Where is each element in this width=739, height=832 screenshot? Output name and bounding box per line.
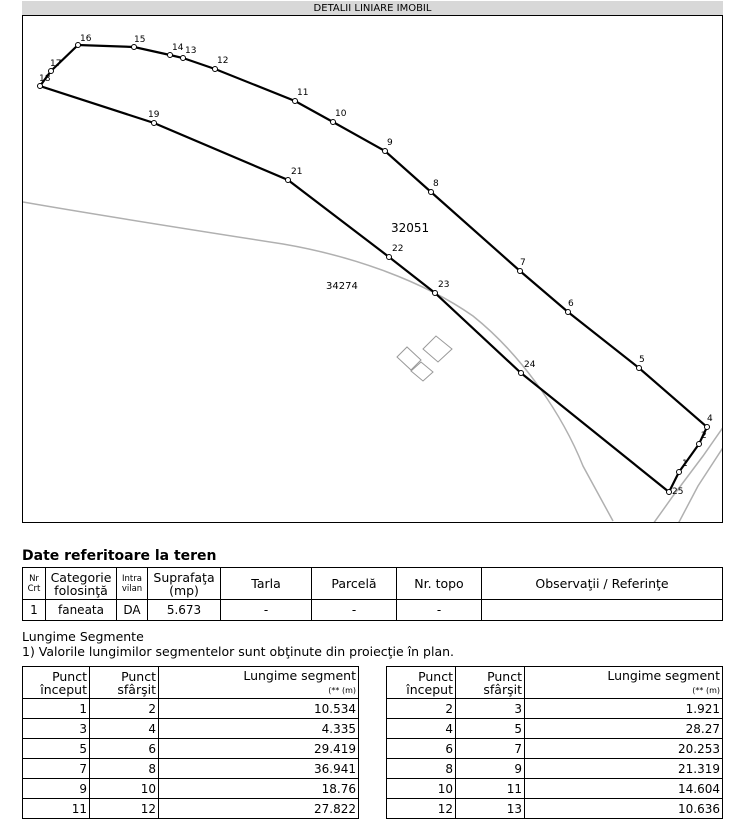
vertex-label: 13 [185,46,197,56]
vertex-label: 4 [707,414,713,424]
cell-intravilan: DA [117,600,148,621]
segment-cell-length: 1.921 [525,699,723,719]
segment-table-left [22,666,359,819]
segment-row [387,719,723,739]
vertex-marker [286,178,291,183]
header-punct-inceput: Punct început [23,667,90,699]
segment-row [387,699,723,719]
header-nr-crt: Nr Crt [23,568,46,600]
header-tarla: Tarla [221,568,312,600]
parcel-boundary [40,45,707,492]
vertex-label: 23 [438,280,450,290]
vertex-label: 11 [297,88,309,98]
vertex-label: 2 [701,431,707,441]
vertex-marker [293,99,298,104]
vertex-marker [387,255,392,260]
segment-cell-length: 10.534 [159,699,359,719]
vertex-marker [667,490,672,495]
vertex-label: 15 [134,35,146,45]
segment-row [387,799,723,819]
segment-cell-length: 36.941 [159,759,359,779]
teren-section-title: Date referitoare la teren [22,548,217,564]
cell-nr-crt: 1 [23,600,46,621]
vertex-label: 10 [335,109,347,119]
header-intravilan: Intra vilan [117,568,148,600]
segment-row [387,759,723,779]
segment-cell-end: 7 [456,739,525,759]
header-nr-topo: Nr. topo [397,568,482,600]
road-edge [653,426,723,523]
segment-cell-end: 9 [456,759,525,779]
vertex-marker [132,45,137,50]
segment-cell-length: 21.319 [525,759,723,779]
segment-cell-start: 8 [387,759,456,779]
segment-cell-start: 10 [387,779,456,799]
vertex-marker [383,149,388,154]
vertex-marker [38,84,43,89]
header-punct-sfarsit: Punct sfârşit [90,667,159,699]
cell-suprafata: 5.673 [148,600,221,621]
segment-cell-start: 11 [23,799,90,819]
vertex-marker [429,190,434,195]
header-lungime-label: Lungime segment [607,667,720,683]
neighbor-parcel-label: 34274 [326,281,358,292]
vertex-marker [152,121,157,126]
segment-row [387,739,723,759]
segment-cell-end: 6 [90,739,159,759]
segment-cell-length: 4.335 [159,719,359,739]
vertex-label: 24 [524,360,536,370]
vertex-marker [705,425,710,430]
parcel-number-label: 32051 [391,221,430,235]
parcel-map [22,15,723,523]
vertex-label: 21 [291,167,303,177]
vertex-label: 9 [387,138,393,148]
segment-cell-end: 2 [90,699,159,719]
segment-cell-start: 7 [23,759,90,779]
vertex-label: 7 [520,258,526,268]
header-suprafata: Suprafaţa (mp) [148,568,221,600]
vertex-label: 6 [568,299,574,309]
cell-nr-topo: - [397,600,482,621]
segment-cell-end: 10 [90,779,159,799]
segment-row [23,759,359,779]
segment-row [23,779,359,799]
header-lungime-unit: (** (m) [692,685,720,695]
segment-header-row [23,667,359,699]
vertex-label: 12 [217,56,229,66]
segment-cell-length: 28.27 [525,719,723,739]
segment-table-right [386,666,723,819]
segment-cell-end: 11 [456,779,525,799]
vertex-marker [331,120,336,125]
cell-tarla: - [221,600,312,621]
segment-cell-start: 9 [23,779,90,799]
header-punct-inceput: Punct început [387,667,456,699]
header-parcela: Parcelă [312,568,397,600]
vertex-marker [697,442,702,447]
vertex-label: 14 [172,43,184,53]
vertex-label: 5 [639,355,645,365]
vertex-label: 1 [682,459,688,469]
segment-row [23,699,359,719]
vertex-marker [519,371,524,376]
segment-row [23,739,359,759]
segment-cell-start: 2 [387,699,456,719]
segment-cell-length: 18.76 [159,779,359,799]
segment-cell-length: 29.419 [159,739,359,759]
header-categorie: Categorie folosinţă [46,568,117,600]
vertex-label: 25 [672,487,684,497]
segment-row [23,719,359,739]
segment-cell-length: 10.636 [525,799,723,819]
segment-cell-end: 5 [456,719,525,739]
segment-cell-start: 3 [23,719,90,739]
building-outline [397,336,452,381]
teren-header-row [23,568,723,600]
teren-table [22,567,723,621]
segment-row [387,779,723,799]
plan-header: DETALII LINIARE IMOBIL [22,1,723,15]
header-lungime-unit: (** (m) [328,685,356,695]
vertex-label: 19 [148,110,160,120]
vertex-marker [637,366,642,371]
segment-cell-start: 5 [23,739,90,759]
vertex-marker [168,53,173,58]
vertex-label: 17 [50,59,62,69]
segment-cell-end: 4 [90,719,159,739]
vertex-marker [518,269,523,274]
vertex-marker [677,470,682,475]
vertex-marker [566,310,571,315]
segment-cell-start: 12 [387,799,456,819]
vertex-label: 16 [80,34,92,44]
segment-cell-end: 8 [90,759,159,779]
segment-cell-start: 1 [23,699,90,719]
segment-cell-length: 14.604 [525,779,723,799]
header-lungime [159,667,359,699]
header-lungime-label: Lungime segment [243,667,356,683]
segment-cell-length: 27.822 [159,799,359,819]
vertex-label: 8 [433,179,439,189]
segment-cell-start: 6 [387,739,456,759]
segment-cell-start: 4 [387,719,456,739]
cell-categorie: faneata [46,600,117,621]
segment-cell-length: 20.253 [525,739,723,759]
segment-cell-end: 3 [456,699,525,719]
cell-observatii [482,600,723,621]
vertex-label: 18 [39,74,51,84]
segment-cell-end: 12 [90,799,159,819]
header-observatii: Observaţii / Referinţe [482,568,723,600]
segment-row [23,799,359,819]
vertex-marker [181,56,186,61]
segmente-title: Lungime Segmente [22,629,144,644]
vertex-marker [49,69,54,74]
segment-cell-end: 13 [456,799,525,819]
header-punct-sfarsit: Punct sfârşit [456,667,525,699]
vertex-marker [213,67,218,72]
segmente-note: 1) Valorile lungimilor segmentelor sunt obţinute din proiecţie în plan. [22,644,455,659]
vertex-label: 22 [392,244,404,254]
vertex-marker [433,291,438,296]
parcel-map-drawing [23,16,723,523]
cell-parcela: - [312,600,397,621]
road-edge-2 [678,446,723,523]
segment-header-row [387,667,723,699]
teren-row [23,600,723,621]
header-lungime [525,667,723,699]
